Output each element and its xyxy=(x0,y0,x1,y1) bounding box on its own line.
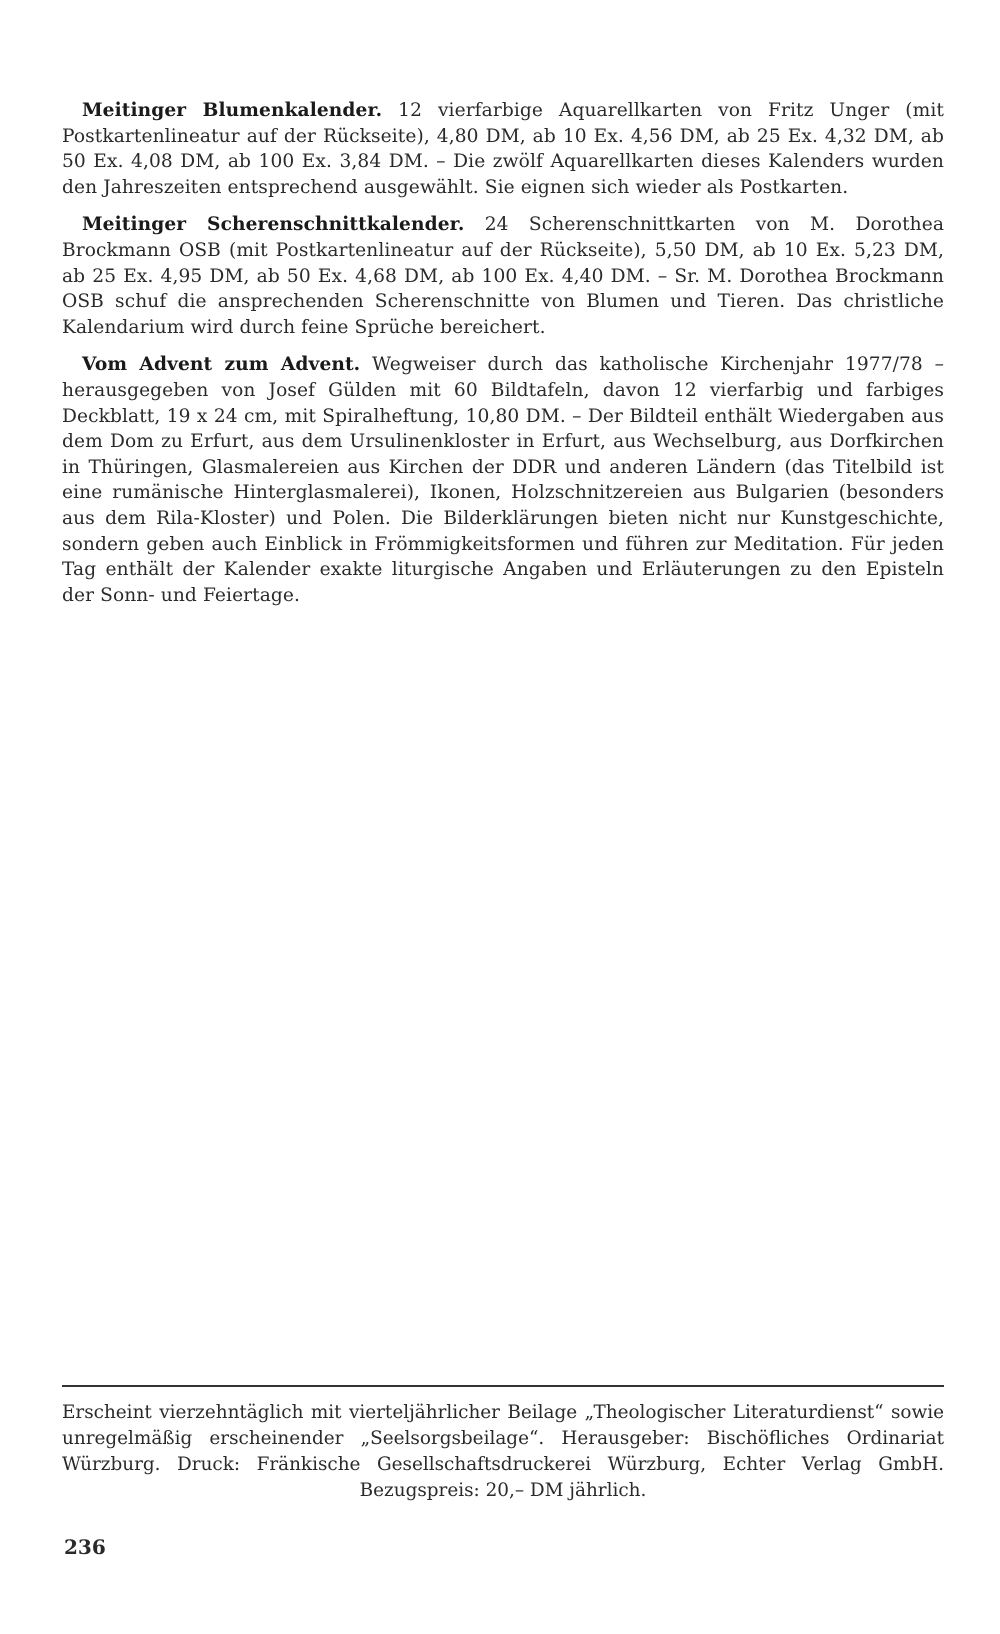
colophon: Erscheint vierzehntäglich mit vierteljährlicher Beilage „Theologischer Literaturdienst“ sowie unregelmäßig erscheinender „Seelsorgsbeilage“. Herausgeber: Bischöfliches Ordinariat Würzburg. Druck: Fränkische Gesellschaftsdruckerei Würzburg, Echter Verlag GmbH. Bezugspreis: 20,– DM jährlich. xyxy=(62,1402,944,1501)
notice-title: Meitinger Scherenschnittkalender. xyxy=(82,214,465,236)
notice-scherenschnittkalender xyxy=(62,212,944,340)
book-notices xyxy=(62,98,944,620)
notice-text: 12 vierfarbige Aquarellkarten von Fritz Unger (mit Postkartenlineatur auf der Rückseite), 4,80 DM, ab 10 Ex. 4,56 DM, ab 25 Ex. 4,32 DM, ab 50 Ex. 4,08 DM, ab 100 Ex. 3,84 DM. – Die zwölf Aquarellkarten dieses Kalenders wurden den Jahreszeiten entsprechend ausgewählt. Sie eignen sich wieder als Postkarten. xyxy=(62,100,944,198)
notice-advent xyxy=(62,352,944,608)
notice-title: Vom Advent zum Advent. xyxy=(82,354,361,376)
notice-title: Meitinger Blumenkalender. xyxy=(82,100,383,121)
page-number: 236 xyxy=(64,1535,106,1559)
notice-blumenkalender xyxy=(62,98,944,200)
footer-divider xyxy=(62,1385,944,1387)
notice-text: 24 Scherenschnittkarten von M. Dorothea Brockmann OSB (mit Postkartenlineatur auf der Rückseite), 5,50 DM, ab 10 Ex. 5,23 DM, ab 25 Ex. 4,95 DM, ab 50 Ex. 4,68 DM, ab 100 Ex. 4,40 DM. – Sr. M. Dorothea Brockmann OSB schuf die ansprechenden Scherenschnitte von Blumen und Tieren. Das christliche Kalendarium wird durch feine Sprüche bereichert. xyxy=(62,214,945,338)
notice-text: Wegweiser durch das katholische Kirchenjahr 1977/78 – herausgegeben von Josef Gülden mit 60 Bildtafeln, davon 12 vierfarbig und farbiges Deckblatt, 19 x 24 cm, mit Spiralheftung, 10,80 DM. – Der Bildteil enthält Wiedergaben aus dem Dom zu Erfurt, aus dem Ursulinenkloster in Erfurt, aus Wechselburg, aus Dorfkirchen in Thüringen, Glasmalereien aus Kirchen der DDR und anderen Ländern (das Titelbild ist eine rumänische Hinterglasmalerei), Ikonen, Holzschnitzereien aus Bulgarien (besonders aus dem Rila-Kloster) und Polen. Die Bilderklärungen bieten nicht nur Kunstgeschichte, sondern geben auch Einblick in Frömmigkeitsformen und führen zur Meditation. Für jeden Tag enthält der Kalender exakte liturgische Angaben und Erläuterungen zu den Episteln der Sonn- und Feiertage. xyxy=(62,354,945,606)
